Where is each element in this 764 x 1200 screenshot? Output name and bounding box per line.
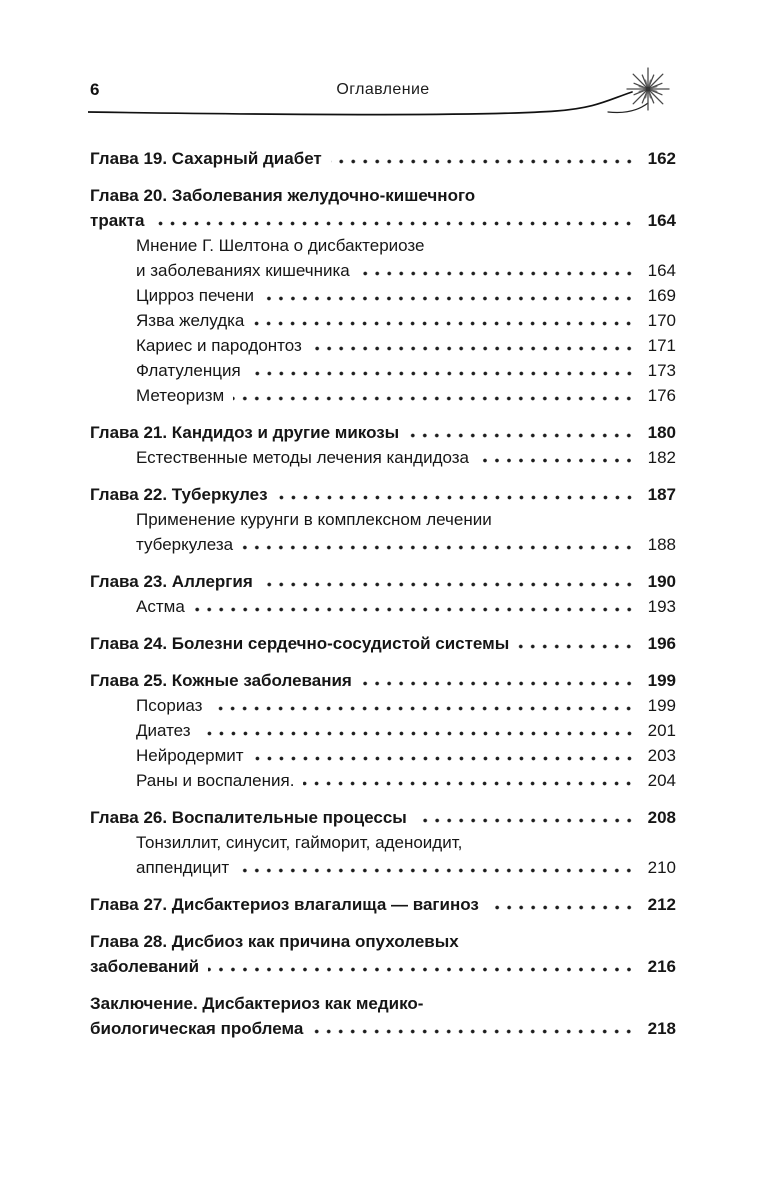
page-header-title: Оглавление: [336, 81, 430, 98]
dot-leader: [312, 1029, 636, 1034]
dot-leader: [416, 818, 636, 823]
toc-entry-text: Язва желудка: [136, 311, 245, 330]
toc-line: [90, 693, 676, 718]
toc-page-number: 216: [647, 957, 676, 976]
toc-entry-text: Кариес и пародонтоз: [136, 336, 302, 355]
dot-leader: [153, 221, 636, 226]
toc-entry-text: Глава 24. Болезни сердечно-сосудистой системы: [90, 634, 510, 653]
dot-leader: [408, 433, 636, 438]
toc-entry-text: Заключение. Дисбактериоз как медико-: [90, 994, 424, 1013]
dot-leader: [262, 582, 636, 587]
toc-page-number: 208: [647, 808, 676, 827]
toc-line: [90, 308, 676, 333]
toc-page-number: 164: [647, 261, 676, 280]
toc-entry-text: Диатез: [136, 721, 191, 740]
toc-line: [90, 482, 676, 507]
dot-leader: [194, 607, 636, 612]
dot-leader: [331, 159, 636, 164]
toc-entry: [90, 383, 676, 408]
toc-entry-text: и заболеваниях кишечника: [136, 261, 350, 280]
toc-page-number: 180: [647, 423, 676, 442]
page-header: [90, 78, 676, 124]
toc-line: [90, 208, 676, 233]
toc-entry: [90, 283, 676, 308]
dot-leader: [238, 868, 636, 873]
toc-line: [90, 668, 676, 693]
toc-entry-text: Метеоризм: [136, 386, 225, 405]
toc-entry-text: Глава 20. Заболевания желудочно-кишечного: [90, 186, 476, 205]
dot-leader: [200, 731, 636, 736]
toc-entry: [90, 594, 676, 619]
toc-entry-text: Глава 21. Кандидоз и другие микозы: [90, 423, 400, 442]
toc-entry-text: Псориаз: [136, 696, 203, 715]
toc-line: [90, 258, 676, 283]
toc-line: [90, 532, 676, 557]
toc-line: [90, 768, 676, 793]
dot-leader: [359, 271, 636, 276]
toc-line: [90, 183, 676, 208]
toc-entry: [90, 991, 676, 1041]
dot-leader: [253, 321, 636, 326]
toc-entry-text: заболеваний: [90, 957, 200, 976]
toc-entry-text: Глава 19. Сахарный диабет: [90, 149, 322, 168]
toc-line: [90, 445, 676, 470]
dot-leader: [233, 396, 636, 401]
toc-line: [90, 855, 676, 880]
toc-line: [90, 358, 676, 383]
toc-entry: [90, 631, 676, 656]
toc-page-number: 169: [647, 286, 676, 305]
toc-line: [90, 283, 676, 308]
toc-page-number: 187: [647, 485, 676, 504]
toc-line: [90, 830, 676, 855]
dot-leader: [211, 706, 636, 711]
toc-entry: [90, 668, 676, 693]
toc-entry-text: Тонзиллит, синусит, гайморит, аденоидит,: [136, 833, 463, 852]
toc-page-number: 171: [647, 336, 676, 355]
page-number: 6: [90, 80, 100, 99]
toc-entry-text: Цирроз печени: [136, 286, 255, 305]
dot-leader: [250, 371, 636, 376]
toc-page-number: 199: [647, 696, 676, 715]
toc-entry: [90, 507, 676, 557]
toc-entry-text: Глава 23. Аллергия: [90, 572, 253, 591]
toc-line: [90, 233, 676, 258]
toc-entry-text: Глава 28. Дисбиоз как причина опухолевых: [90, 932, 459, 951]
toc-entry-text: Глава 22. Туберкулез: [90, 485, 268, 504]
toc-entry: [90, 420, 676, 445]
toc-entry-text: Нейродермит: [136, 746, 244, 765]
toc-page-number: 173: [647, 361, 676, 380]
dot-leader: [253, 756, 636, 761]
table-of-contents: [90, 146, 676, 1041]
toc-entry-text: Флатуленция: [136, 361, 241, 380]
dot-leader: [478, 458, 636, 463]
toc-page-number: 204: [647, 771, 676, 790]
toc-entry-text: Глава 26. Воспалительные процессы: [90, 808, 407, 827]
toc-page-number: 170: [647, 311, 676, 330]
dot-leader: [361, 681, 636, 686]
dot-leader: [303, 781, 636, 786]
toc-entry-text: Естественные методы лечения кандидоза: [136, 448, 470, 467]
toc-entry: [90, 333, 676, 358]
toc-line: [90, 333, 676, 358]
toc-line: [90, 991, 676, 1016]
dot-leader: [488, 905, 636, 910]
toc-page-number: 199: [647, 671, 676, 690]
dot-leader: [518, 644, 636, 649]
toc-line: [90, 718, 676, 743]
toc-line: [90, 743, 676, 768]
toc-page-number: 210: [647, 858, 676, 877]
toc-entry: [90, 743, 676, 768]
toc-line: [90, 383, 676, 408]
dot-leader: [208, 967, 636, 972]
toc-line: [90, 892, 676, 917]
toc-entry-text: Применение курунги в комплексном лечении: [136, 510, 492, 529]
toc-page-number: 193: [647, 597, 676, 616]
toc-page-number: 182: [647, 448, 676, 467]
toc-entry: [90, 233, 676, 283]
dot-leader: [277, 495, 636, 500]
toc-entry: [90, 183, 676, 233]
toc-entry-text: Мнение Г. Шелтона о дисбактериозе: [136, 236, 425, 255]
toc-entry: [90, 830, 676, 880]
toc-entry-text: аппендицит: [136, 858, 230, 877]
toc-entry: [90, 718, 676, 743]
toc-entry: [90, 805, 676, 830]
dot-leader: [242, 545, 636, 550]
toc-line: [90, 954, 676, 979]
toc-entry: [90, 146, 676, 171]
toc-line: [90, 805, 676, 830]
dot-leader: [311, 346, 636, 351]
toc-line: [90, 1016, 676, 1041]
toc-entry: [90, 308, 676, 333]
toc-entry-text: Раны и воспаления.: [136, 771, 295, 790]
toc-entry: [90, 929, 676, 979]
toc-entry: [90, 358, 676, 383]
toc-entry: [90, 768, 676, 793]
toc-line: [90, 569, 676, 594]
dot-leader: [263, 296, 636, 301]
toc-entry-text: туберкулеза: [136, 535, 234, 554]
toc-line: [90, 507, 676, 532]
toc-entry: [90, 445, 676, 470]
toc-line: [90, 420, 676, 445]
toc-line: [90, 929, 676, 954]
toc-entry-text: Астма: [136, 597, 185, 616]
toc-page-number: 196: [647, 634, 676, 653]
toc-page-number: 162: [647, 149, 676, 168]
toc-page-number: 164: [647, 211, 676, 230]
toc-page-number: 190: [647, 572, 676, 591]
toc-page-number: 218: [647, 1019, 676, 1038]
toc-entry: [90, 569, 676, 594]
toc-line: [90, 594, 676, 619]
toc-entry-text: тракта: [90, 211, 145, 230]
toc-page-number: 176: [647, 386, 676, 405]
toc-entry: [90, 693, 676, 718]
toc-page-number: 201: [647, 721, 676, 740]
toc-line: [90, 631, 676, 656]
toc-entry-text: Глава 25. Кожные заболевания: [90, 671, 352, 690]
toc-line: [90, 146, 676, 171]
toc-entry: [90, 482, 676, 507]
toc-entry: [90, 892, 676, 917]
toc-entry-text: биологическая проблема: [90, 1019, 304, 1038]
toc-page-number: 203: [647, 746, 676, 765]
toc-page-number: 212: [647, 895, 676, 914]
toc-page-number: 188: [647, 535, 676, 554]
toc-entry-text: Глава 27. Дисбактериоз влагалища — вагиноз: [90, 895, 479, 914]
